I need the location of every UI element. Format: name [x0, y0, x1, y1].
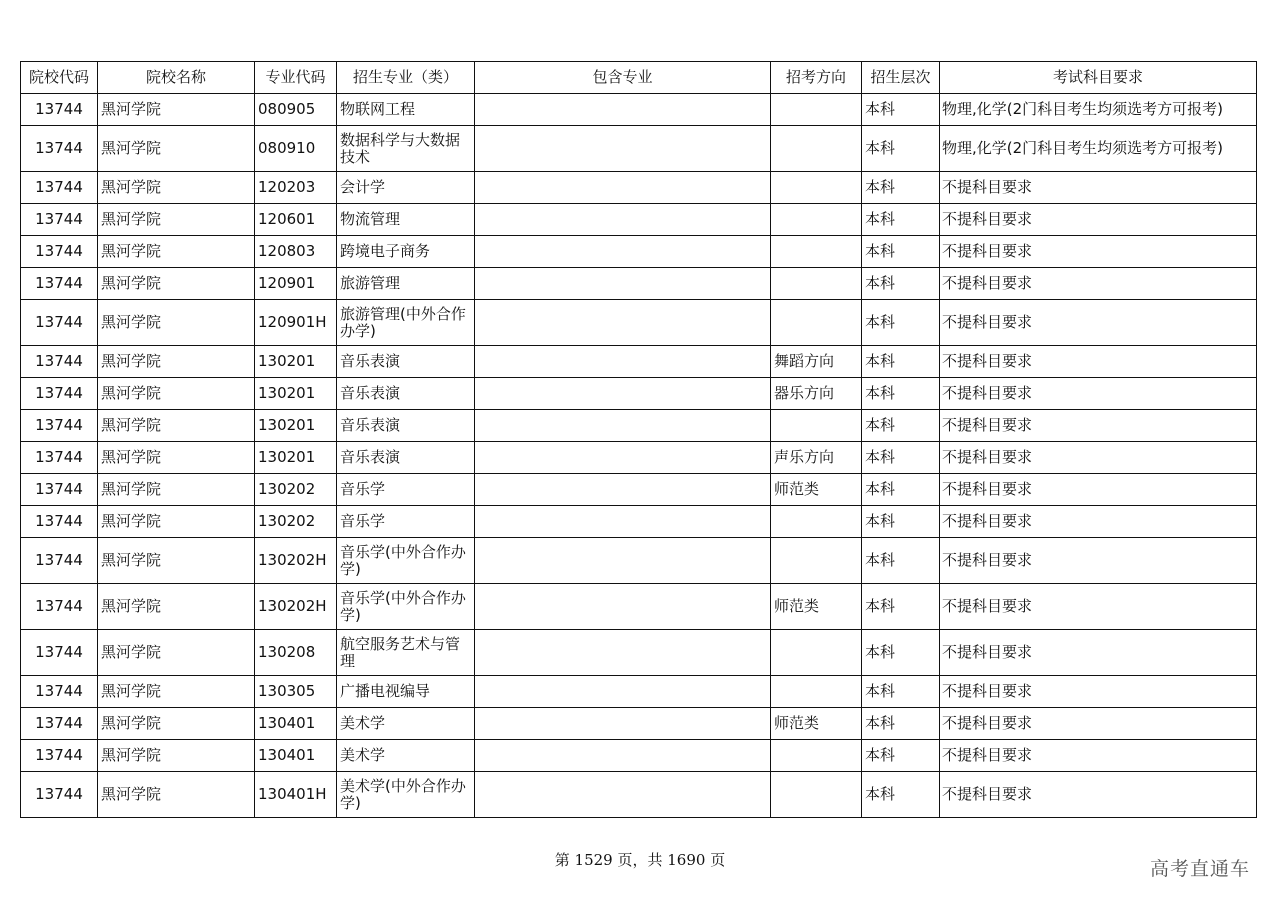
major-code-cell: 130305: [255, 676, 337, 708]
major-cell: 物流管理: [337, 204, 475, 236]
subject-requirement-cell: 不提科目要求: [940, 708, 1257, 740]
col-header-major: 招生专业（类）: [337, 62, 475, 94]
direction-cell: [771, 172, 862, 204]
major-cell: 跨境电子商务: [337, 236, 475, 268]
direction-cell: [771, 630, 862, 676]
school-code-cell: 13744: [21, 172, 98, 204]
table-row: [21, 300, 1257, 346]
major-code-cell: 130201: [255, 346, 337, 378]
subject-requirement-cell: 物理,化学(2门科目考生均须选考方可报考): [940, 94, 1257, 126]
direction-cell: 器乐方向: [771, 378, 862, 410]
major-code-cell: 120803: [255, 236, 337, 268]
school-name-cell: 黑河学院: [98, 300, 255, 346]
level-cell: 本科: [862, 410, 940, 442]
table-row: [21, 346, 1257, 378]
direction-cell: [771, 740, 862, 772]
level-cell: 本科: [862, 442, 940, 474]
level-cell: 本科: [862, 538, 940, 584]
school-code-cell: 13744: [21, 474, 98, 506]
subject-requirement-cell: 不提科目要求: [940, 772, 1257, 818]
direction-cell: 声乐方向: [771, 442, 862, 474]
level-cell: 本科: [862, 474, 940, 506]
major-code-cell: 130401H: [255, 772, 337, 818]
level-cell: 本科: [862, 204, 940, 236]
major-cell: 音乐学: [337, 474, 475, 506]
school-name-cell: 黑河学院: [98, 268, 255, 300]
major-cell: 音乐表演: [337, 378, 475, 410]
direction-cell: 舞蹈方向: [771, 346, 862, 378]
direction-cell: [771, 410, 862, 442]
major-cell: 广播电视编导: [337, 676, 475, 708]
subject-requirement-cell: 不提科目要求: [940, 268, 1257, 300]
subject-requirement-cell: 不提科目要求: [940, 410, 1257, 442]
table-row: [21, 442, 1257, 474]
table-row: [21, 708, 1257, 740]
subject-requirement-cell: 不提科目要求: [940, 676, 1257, 708]
level-cell: 本科: [862, 772, 940, 818]
major-code-cell: 130202: [255, 506, 337, 538]
school-code-cell: 13744: [21, 506, 98, 538]
subject-requirement-cell: 不提科目要求: [940, 346, 1257, 378]
table-row: [21, 630, 1257, 676]
major-cell: 数据科学与大数据技术: [337, 126, 475, 172]
major-code-cell: 130208: [255, 630, 337, 676]
col-header-included-majors: 包含专业: [475, 62, 771, 94]
included-majors-cell: [475, 474, 771, 506]
level-cell: 本科: [862, 740, 940, 772]
table-row: [21, 94, 1257, 126]
table-header-row: [21, 62, 1257, 94]
col-header-major-code: 专业代码: [255, 62, 337, 94]
school-name-cell: 黑河学院: [98, 346, 255, 378]
school-code-cell: 13744: [21, 94, 98, 126]
col-header-direction: 招考方向: [771, 62, 862, 94]
major-cell: 物联网工程: [337, 94, 475, 126]
subject-requirement-cell: 不提科目要求: [940, 236, 1257, 268]
major-cell: 航空服务艺术与管理: [337, 630, 475, 676]
included-majors-cell: [475, 378, 771, 410]
school-code-cell: 13744: [21, 236, 98, 268]
level-cell: 本科: [862, 630, 940, 676]
subject-requirement-cell: 不提科目要求: [940, 538, 1257, 584]
included-majors-cell: [475, 442, 771, 474]
subject-requirement-cell: 不提科目要求: [940, 204, 1257, 236]
included-majors-cell: [475, 630, 771, 676]
school-code-cell: 13744: [21, 300, 98, 346]
col-header-level: 招生层次: [862, 62, 940, 94]
major-cell: 音乐学(中外合作办学): [337, 538, 475, 584]
table-row: [21, 378, 1257, 410]
subject-requirement-cell: 不提科目要求: [940, 506, 1257, 538]
major-cell: 会计学: [337, 172, 475, 204]
major-code-cell: 120601: [255, 204, 337, 236]
major-cell: 音乐学: [337, 506, 475, 538]
major-code-cell: 130201: [255, 410, 337, 442]
included-majors-cell: [475, 708, 771, 740]
included-majors-cell: [475, 172, 771, 204]
major-code-cell: 130201: [255, 442, 337, 474]
major-cell: 音乐表演: [337, 410, 475, 442]
table-row: [21, 126, 1257, 172]
school-code-cell: 13744: [21, 442, 98, 474]
school-name-cell: 黑河学院: [98, 172, 255, 204]
direction-cell: [771, 538, 862, 584]
included-majors-cell: [475, 126, 771, 172]
major-code-cell: 120901: [255, 268, 337, 300]
major-cell: 音乐表演: [337, 346, 475, 378]
col-header-school-code: 院校代码: [21, 62, 98, 94]
school-code-cell: 13744: [21, 740, 98, 772]
direction-cell: [771, 94, 862, 126]
table-row: [21, 538, 1257, 584]
direction-cell: [771, 676, 862, 708]
table-row: [21, 410, 1257, 442]
school-name-cell: 黑河学院: [98, 204, 255, 236]
direction-cell: 师范类: [771, 584, 862, 630]
major-code-cell: 130201: [255, 378, 337, 410]
included-majors-cell: [475, 204, 771, 236]
table-row: [21, 268, 1257, 300]
subject-requirement-cell: 不提科目要求: [940, 378, 1257, 410]
admissions-table-container: [20, 61, 1256, 818]
school-code-cell: 13744: [21, 126, 98, 172]
major-cell: 旅游管理(中外合作办学): [337, 300, 475, 346]
direction-cell: [771, 300, 862, 346]
school-name-cell: 黑河学院: [98, 474, 255, 506]
direction-cell: [771, 236, 862, 268]
major-code-cell: 120901H: [255, 300, 337, 346]
level-cell: 本科: [862, 236, 940, 268]
school-name-cell: 黑河学院: [98, 676, 255, 708]
level-cell: 本科: [862, 172, 940, 204]
major-cell: 美术学: [337, 740, 475, 772]
school-name-cell: 黑河学院: [98, 772, 255, 818]
school-name-cell: 黑河学院: [98, 410, 255, 442]
direction-cell: [771, 506, 862, 538]
level-cell: 本科: [862, 506, 940, 538]
level-cell: 本科: [862, 126, 940, 172]
school-name-cell: 黑河学院: [98, 584, 255, 630]
school-code-cell: 13744: [21, 204, 98, 236]
included-majors-cell: [475, 538, 771, 584]
subject-requirement-cell: 不提科目要求: [940, 172, 1257, 204]
school-name-cell: 黑河学院: [98, 630, 255, 676]
school-code-cell: 13744: [21, 346, 98, 378]
subject-requirement-cell: 不提科目要求: [940, 630, 1257, 676]
school-name-cell: 黑河学院: [98, 506, 255, 538]
table-body: [21, 94, 1257, 818]
direction-cell: 师范类: [771, 708, 862, 740]
included-majors-cell: [475, 236, 771, 268]
subject-requirement-cell: 物理,化学(2门科目考生均须选考方可报考): [940, 126, 1257, 172]
table-row: [21, 676, 1257, 708]
included-majors-cell: [475, 300, 771, 346]
included-majors-cell: [475, 94, 771, 126]
page-number-footer: 第 1529 页，共 1690 页: [554, 851, 726, 869]
school-code-cell: 13744: [21, 630, 98, 676]
school-code-cell: 13744: [21, 268, 98, 300]
school-code-cell: 13744: [21, 584, 98, 630]
school-code-cell: 13744: [21, 676, 98, 708]
subject-requirement-cell: 不提科目要求: [940, 474, 1257, 506]
school-code-cell: 13744: [21, 378, 98, 410]
subject-requirement-cell: 不提科目要求: [940, 740, 1257, 772]
school-code-cell: 13744: [21, 708, 98, 740]
school-name-cell: 黑河学院: [98, 378, 255, 410]
table-row: [21, 584, 1257, 630]
school-code-cell: 13744: [21, 772, 98, 818]
major-code-cell: 120203: [255, 172, 337, 204]
level-cell: 本科: [862, 708, 940, 740]
included-majors-cell: [475, 506, 771, 538]
school-name-cell: 黑河学院: [98, 442, 255, 474]
table-row: [21, 772, 1257, 818]
subject-requirement-cell: 不提科目要求: [940, 300, 1257, 346]
table-row: [21, 506, 1257, 538]
direction-cell: [771, 772, 862, 818]
included-majors-cell: [475, 268, 771, 300]
direction-cell: 师范类: [771, 474, 862, 506]
direction-cell: [771, 126, 862, 172]
major-cell: 旅游管理: [337, 268, 475, 300]
table-row: [21, 172, 1257, 204]
col-header-school-name: 院校名称: [98, 62, 255, 94]
direction-cell: [771, 204, 862, 236]
level-cell: 本科: [862, 94, 940, 126]
admissions-table: [20, 61, 1257, 818]
table-row: [21, 740, 1257, 772]
level-cell: 本科: [862, 268, 940, 300]
major-code-cell: 080910: [255, 126, 337, 172]
major-code-cell: 130202H: [255, 538, 337, 584]
col-header-subject-requirement: 考试科目要求: [940, 62, 1257, 94]
included-majors-cell: [475, 740, 771, 772]
major-code-cell: 080905: [255, 94, 337, 126]
included-majors-cell: [475, 346, 771, 378]
table-row: [21, 204, 1257, 236]
major-code-cell: 130401: [255, 708, 337, 740]
included-majors-cell: [475, 410, 771, 442]
level-cell: 本科: [862, 346, 940, 378]
major-code-cell: 130202: [255, 474, 337, 506]
major-cell: 音乐学(中外合作办学): [337, 584, 475, 630]
table-row: [21, 474, 1257, 506]
school-name-cell: 黑河学院: [98, 740, 255, 772]
school-name-cell: 黑河学院: [98, 94, 255, 126]
school-name-cell: 黑河学院: [98, 708, 255, 740]
school-name-cell: 黑河学院: [98, 538, 255, 584]
major-code-cell: 130401: [255, 740, 337, 772]
major-code-cell: 130202H: [255, 584, 337, 630]
major-cell: 音乐表演: [337, 442, 475, 474]
table-row: [21, 236, 1257, 268]
subject-requirement-cell: 不提科目要求: [940, 442, 1257, 474]
included-majors-cell: [475, 772, 771, 818]
school-name-cell: 黑河学院: [98, 236, 255, 268]
included-majors-cell: [475, 584, 771, 630]
level-cell: 本科: [862, 676, 940, 708]
school-name-cell: 黑河学院: [98, 126, 255, 172]
direction-cell: [771, 268, 862, 300]
school-code-cell: 13744: [21, 538, 98, 584]
subject-requirement-cell: 不提科目要求: [940, 584, 1257, 630]
level-cell: 本科: [862, 300, 940, 346]
major-cell: 美术学(中外合作办学): [337, 772, 475, 818]
level-cell: 本科: [862, 584, 940, 630]
watermark-text: 高考直通车: [1149, 858, 1250, 880]
school-code-cell: 13744: [21, 410, 98, 442]
level-cell: 本科: [862, 378, 940, 410]
included-majors-cell: [475, 676, 771, 708]
major-cell: 美术学: [337, 708, 475, 740]
